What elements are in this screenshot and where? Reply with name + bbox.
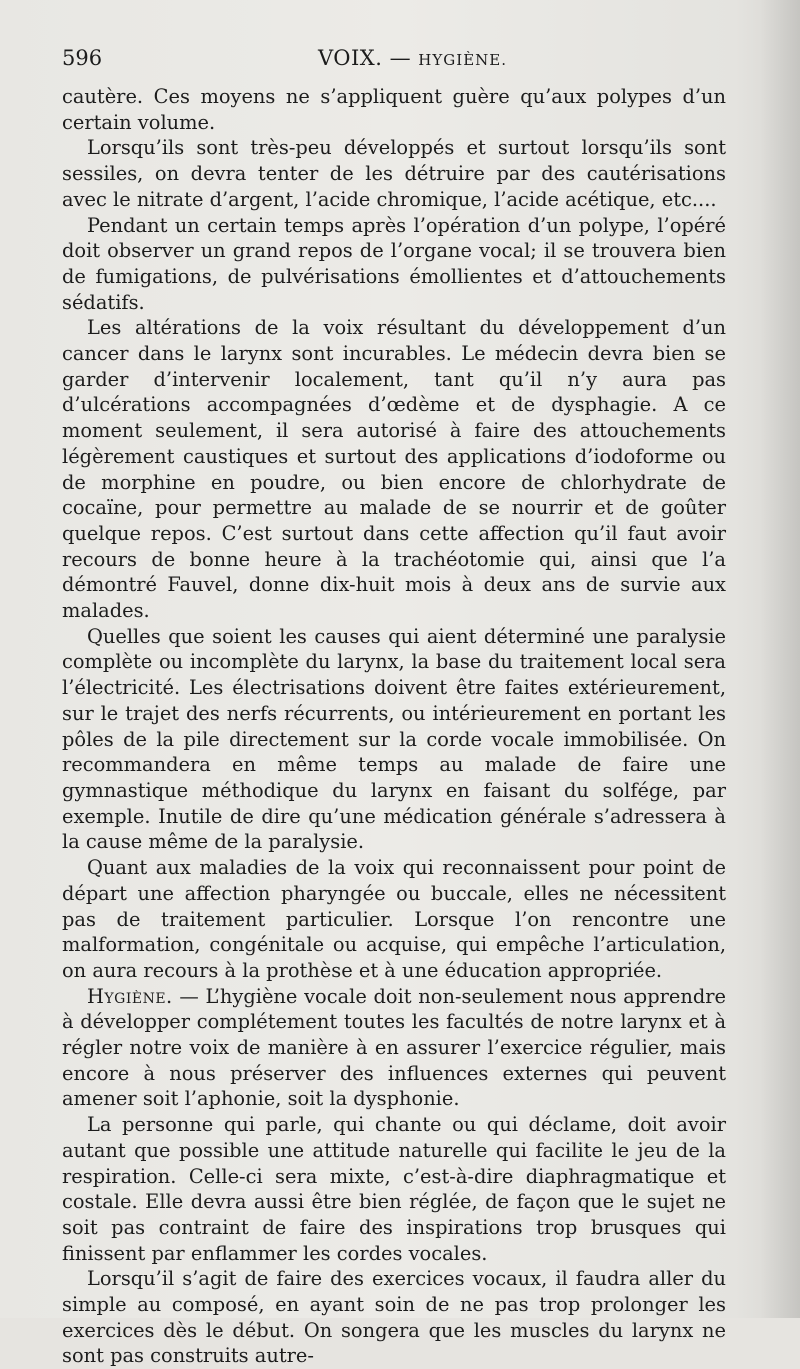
paragraph-post-operation: Pendant un certain temps après l’opération d’un polype, l’opéré doit observer un grand repos de l’organe vocal; il se trouvera bien de fumigations, de pulvérisations émollientes et d’attouchements sédatifs. [62,213,726,314]
page-edge-shadow [760,0,800,1318]
paragraph-continuation: cautère. Ces moyens ne s’appliquent guère qu’aux polypes d’un certain volume. [62,85,726,134]
paragraph-posture: La personne qui parle, qui chante ou qui déclame, doit avoir autant que possible une attitude naturelle qui facilite le jeu de la respiration. Celle-ci sera mixte, c’est-à-dire diaphragmatique et costale. Elle devra aussi être bien réglée, de façon que le sujet ne soit pas contraint de faire des inspirations trop brusques qui finissent par enflammer les cordes vocales. [62,1113,726,1265]
paragraph-sessile-polyps: Lorsqu’ils sont très-peu développés et surtout lorsqu’ils sont sessiles, on devra tenter de les détruire par des cautérisations avec le nitrate d’argent, l’acide chromique, l’acide acétique, etc.... [62,136,726,211]
running-title [318,46,507,70]
hygiene-section-label: Hygiène. [87,984,173,1008]
page-number: 596 [62,46,103,70]
running-title-main: VOIX. — [318,46,412,70]
paragraph-pharyngeal: Quant aux maladies de la voix qui reconnaissent pour point de départ une affection pharyngée ou buccale, elles ne nécessitent pas de traitement particulier. Lorsque l’on rencontre une malformation, congénitale ou acquise, qui empêche l’articulation, on aura recours à la prothèse et à une éducation appropriée. [62,856,726,982]
paragraph-exercises: Lorsqu’il s’agit de faire des exercices vocaux, il faudra aller du simple au composé, en ayant soin de ne pas trop prolonger les exercices dès le début. On songera que les muscles du larynx ne sont pas construits autre- [62,1267,726,1368]
paragraph-cancer: Les altérations de la voix résultant du développement d’un cancer dans le larynx sont incurables. Le médecin devra bien se garder d’intervenir localement, tant qu’il n’y aura pas d’ulcérations accompagnées d’œdème et de dysphagie. A ce moment seulement, il sera autorisé à faire des attouchements légèrement caustiques et surtout des applications d’iodoforme ou de morphine en poudre, ou bien encore de chlorhydrate de cocaïne, pour permettre au malade de se nourrir et de goûter quelque repos. C’est surtout dans cette affection qu’il faut avoir recours de bonne heure à la trachéotomie qui, ainsi que l’a démontré Fauvel, donne dix-huit mois à deux ans de survie aux malades. [62,316,726,623]
paragraph-paralysis: Quelles que soient les causes qui aient déterminé une paralysie complète ou incomplète du larynx, la base du traitement local sera l’électricité. Les électrisations doivent être faites extérieurement, sur le trajet des nerfs récurrents, ou intérieurement en portant les pôles de la pile directement sur la corde vocale immobilisée. On recommandera en même temps au malade de faire une gymnastique méthodique du larynx en faisant du solfége, par exemple. Inutile de dire qu’une médication générale s’adressera à la cause même de la paralysie. [62,624,726,854]
hygiene-section-text: — L’hygiène vocale doit non-seulement nous apprendre à développer complétement toutes les facultés de notre larynx et à régler notre voix de manière à en assurer l’exercice régulier, mais encore à nous préserver des influences externes qui peuvent amener soit l’aphonie, soit la dysphonie. [62,984,726,1111]
body-text [62,84,726,1369]
running-head [62,46,732,76]
running-title-section: HYGIÈNE. [418,51,507,69]
paragraph-hygiene [62,984,726,1113]
